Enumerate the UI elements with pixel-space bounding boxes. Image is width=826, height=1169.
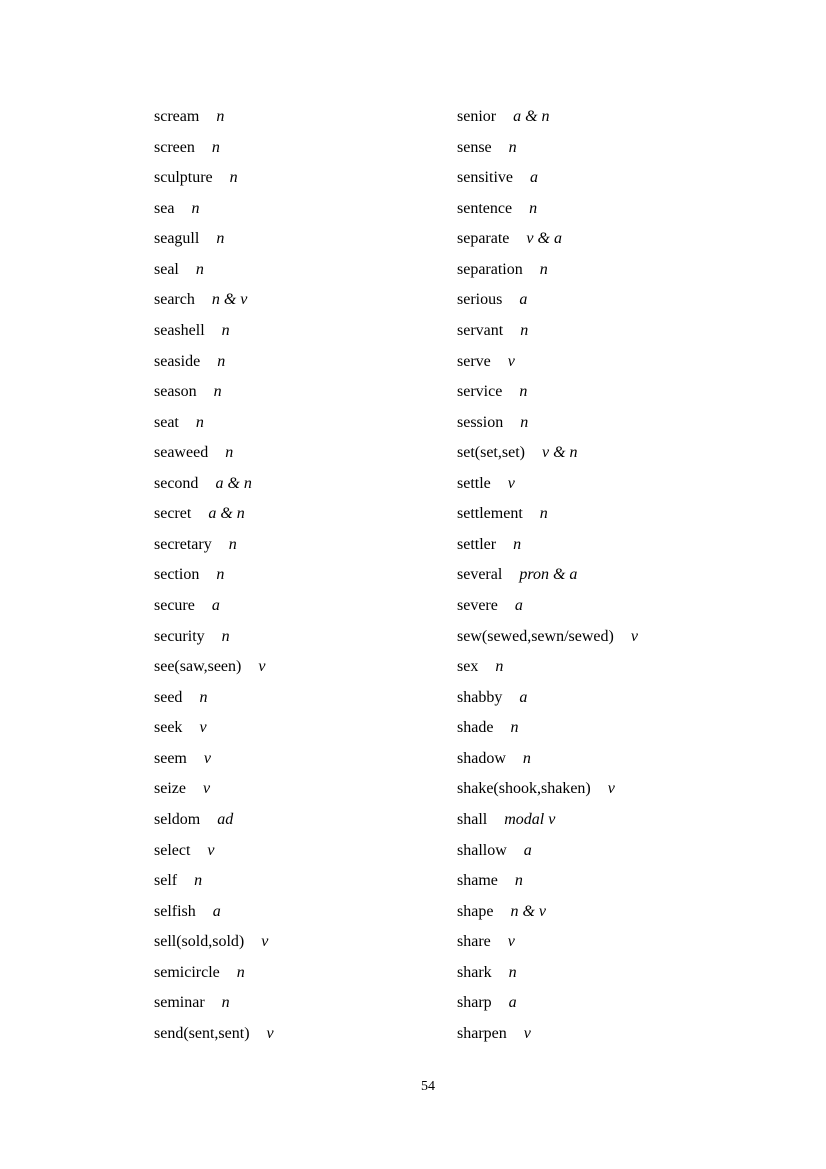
entry-pos: v — [523, 1024, 531, 1042]
entry-word: secretary — [154, 535, 212, 553]
list-item — [154, 163, 274, 194]
list-item — [154, 438, 274, 469]
entry-pos: n — [195, 260, 204, 278]
list-item — [154, 1019, 274, 1050]
entry-word: seed — [154, 688, 183, 706]
entry-pos: n — [522, 749, 531, 767]
entry-word: scream — [154, 108, 200, 125]
entry-pos: n — [510, 719, 519, 737]
entry-word: second — [154, 474, 199, 492]
list-item — [457, 530, 638, 561]
entry-pos: a — [212, 902, 221, 920]
list-item — [457, 652, 638, 683]
list-item — [154, 927, 274, 958]
entry-word: sell(sold,sold) — [154, 933, 245, 951]
list-item — [154, 866, 274, 897]
entry-word: shade — [457, 719, 494, 737]
list-item — [457, 469, 638, 500]
entry-pos: modal v — [504, 810, 556, 828]
list-item — [154, 774, 274, 805]
entry-word: section — [154, 566, 200, 584]
entry-pos: n & v — [510, 902, 546, 920]
entry-word: settle — [457, 474, 491, 492]
entry-pos: v — [203, 749, 211, 767]
entry-pos: v — [258, 658, 266, 676]
entry-word: season — [154, 383, 197, 401]
entry-word: share — [457, 933, 491, 951]
entry-word: security — [154, 627, 205, 645]
entry-pos: a — [508, 994, 517, 1012]
list-item — [457, 316, 638, 347]
entry-pos: n — [213, 383, 222, 401]
entry-pos: a — [519, 688, 528, 706]
entry-word: sense — [457, 138, 492, 156]
list-item — [154, 133, 274, 164]
list-item — [457, 836, 638, 867]
list-item — [154, 560, 274, 591]
entry-pos: n — [519, 383, 528, 401]
list-item — [154, 622, 274, 653]
entry-word: sensitive — [457, 169, 513, 187]
entry-word: senior — [457, 108, 497, 125]
list-item — [154, 897, 274, 928]
entry-pos: ad — [217, 810, 234, 828]
list-item — [154, 652, 274, 683]
entry-pos: v — [630, 627, 638, 645]
entry-word: selfish — [154, 902, 196, 920]
entry-word: screen — [154, 138, 195, 156]
entry-pos: a — [519, 291, 528, 309]
entry-pos: v — [507, 933, 515, 951]
entry-pos: v — [261, 933, 269, 951]
list-item — [457, 744, 638, 775]
entry-word: shame — [457, 872, 498, 890]
entry-word: sex — [457, 658, 479, 676]
entry-word: session — [457, 413, 504, 431]
entry-pos: n — [520, 413, 529, 431]
entry-pos: n — [513, 535, 522, 553]
list-item — [154, 224, 274, 255]
entry-word: shark — [457, 963, 492, 981]
entry-pos: v — [507, 474, 515, 492]
entry-pos: a & n — [513, 108, 550, 125]
list-item — [457, 377, 638, 408]
entry-word: shallow — [457, 841, 507, 859]
entry-pos: v — [202, 780, 211, 798]
entry-pos: n — [216, 230, 225, 248]
entry-pos: n — [191, 199, 200, 217]
list-item — [154, 347, 274, 378]
entry-word: sharp — [457, 994, 492, 1012]
list-item — [457, 713, 638, 744]
entry-word: shall — [457, 810, 488, 828]
list-item — [154, 194, 274, 225]
entry-word: shake(shook,shaken) — [457, 780, 591, 798]
list-item — [457, 194, 638, 225]
list-item — [457, 927, 638, 958]
entry-pos: n — [539, 505, 548, 523]
entry-pos: v — [507, 352, 515, 370]
list-item — [457, 805, 638, 836]
entry-pos: n — [228, 535, 237, 553]
entry-word: seminar — [154, 994, 205, 1012]
entry-word: sentence — [457, 199, 513, 217]
entry-pos: n — [508, 963, 517, 981]
list-item — [457, 866, 638, 897]
entry-word: search — [154, 291, 195, 309]
list-item — [154, 316, 274, 347]
list-item — [457, 988, 638, 1019]
list-item — [457, 224, 638, 255]
entry-pos: n — [221, 321, 230, 339]
entry-pos: n — [514, 872, 523, 890]
list-item — [457, 897, 638, 928]
entry-pos: a — [523, 841, 532, 859]
entry-word: several — [457, 566, 503, 584]
entry-pos: pron & a — [519, 566, 578, 584]
entry-pos: n — [211, 138, 220, 156]
entry-pos: a & n — [208, 505, 245, 523]
word-list-column-right — [457, 102, 638, 1049]
list-item — [457, 958, 638, 989]
list-item — [154, 958, 274, 989]
list-item — [154, 285, 274, 316]
list-item — [457, 560, 638, 591]
entry-word: sculpture — [154, 169, 213, 187]
entry-pos: n — [221, 994, 230, 1012]
entry-word: seize — [154, 780, 186, 798]
entry-word: settler — [457, 535, 497, 553]
list-item — [457, 347, 638, 378]
entry-word: sew(sewed,sewn/sewed) — [457, 627, 614, 645]
entry-word: seagull — [154, 230, 200, 248]
entry-word: shabby — [457, 688, 503, 706]
entry-word: secure — [154, 597, 195, 614]
entry-pos: a — [211, 597, 220, 614]
entry-pos: v — [207, 841, 215, 859]
list-item — [457, 622, 638, 653]
entry-pos: n — [539, 260, 548, 278]
entry-pos: n — [199, 688, 208, 706]
list-item — [154, 530, 274, 561]
entry-pos: n — [194, 872, 203, 890]
entry-pos: a — [530, 169, 538, 187]
entry-pos: n — [236, 963, 245, 981]
list-item — [154, 377, 274, 408]
entry-word: shape — [457, 902, 494, 920]
entry-pos: v — [199, 719, 207, 737]
entry-word: severe — [457, 597, 498, 614]
entry-pos: n — [508, 138, 517, 156]
entry-word: seat — [154, 413, 179, 431]
entry-word: seek — [154, 719, 183, 737]
entry-pos: n — [195, 413, 204, 431]
entry-pos: n — [225, 444, 234, 462]
list-item — [154, 408, 274, 439]
list-item — [154, 255, 274, 286]
list-item — [457, 102, 638, 133]
entry-pos: a — [514, 597, 523, 614]
list-item — [154, 683, 274, 714]
list-item — [457, 683, 638, 714]
entry-word: separation — [457, 260, 523, 278]
entry-word: serious — [457, 291, 503, 309]
entry-pos: n — [229, 169, 238, 187]
list-item — [457, 133, 638, 164]
list-item — [154, 805, 274, 836]
entry-word: settlement — [457, 505, 523, 523]
entry-word: select — [154, 841, 191, 859]
entry-word: self — [154, 872, 178, 890]
entry-word: serve — [457, 352, 491, 370]
word-list-column-left — [154, 102, 274, 1049]
entry-pos: n — [216, 108, 225, 125]
entry-pos: n — [495, 658, 504, 676]
entry-pos: n — [216, 566, 225, 584]
list-item — [154, 836, 274, 867]
entry-pos: v — [266, 1024, 274, 1042]
list-item — [457, 163, 638, 194]
entry-pos: a & n — [215, 474, 252, 492]
list-item — [154, 499, 274, 530]
list-item — [457, 255, 638, 286]
list-item — [457, 591, 638, 622]
entry-word: servant — [457, 321, 504, 339]
entry-word: secret — [154, 505, 192, 523]
list-item — [154, 469, 274, 500]
list-item — [154, 744, 274, 775]
entry-pos: n — [529, 199, 538, 217]
entry-word: seal — [154, 260, 179, 278]
entry-word: semicircle — [154, 963, 220, 981]
entry-word: send(sent,sent) — [154, 1024, 250, 1042]
entry-word: seaweed — [154, 444, 209, 462]
list-item — [457, 1019, 638, 1050]
entry-word: sea — [154, 199, 175, 217]
list-item — [154, 713, 274, 744]
entry-pos: v — [607, 780, 615, 798]
list-item — [457, 285, 638, 316]
entry-word: see(saw,seen) — [154, 658, 242, 676]
entry-pos: n — [520, 321, 529, 339]
entry-pos: n — [217, 352, 226, 370]
entry-word: separate — [457, 230, 510, 248]
list-item — [154, 988, 274, 1019]
entry-word: shadow — [457, 749, 506, 767]
page-number: 54 — [421, 1079, 435, 1094]
entry-word: set(set,set) — [457, 444, 525, 462]
list-item — [457, 774, 638, 805]
list-item — [457, 438, 638, 469]
entry-pos: n — [221, 627, 230, 645]
list-item — [154, 102, 274, 133]
list-item — [457, 499, 638, 530]
list-item — [154, 591, 274, 622]
entry-word: seashell — [154, 321, 205, 339]
entry-word: sharpen — [457, 1024, 507, 1042]
entry-word: service — [457, 383, 503, 401]
entry-pos: v & a — [526, 230, 562, 248]
entry-pos: v & n — [541, 444, 578, 462]
entry-word: seem — [154, 749, 187, 767]
entry-word: seldom — [154, 810, 201, 828]
entry-pos: n & v — [211, 291, 248, 309]
list-item — [457, 408, 638, 439]
entry-word: seaside — [154, 352, 201, 370]
